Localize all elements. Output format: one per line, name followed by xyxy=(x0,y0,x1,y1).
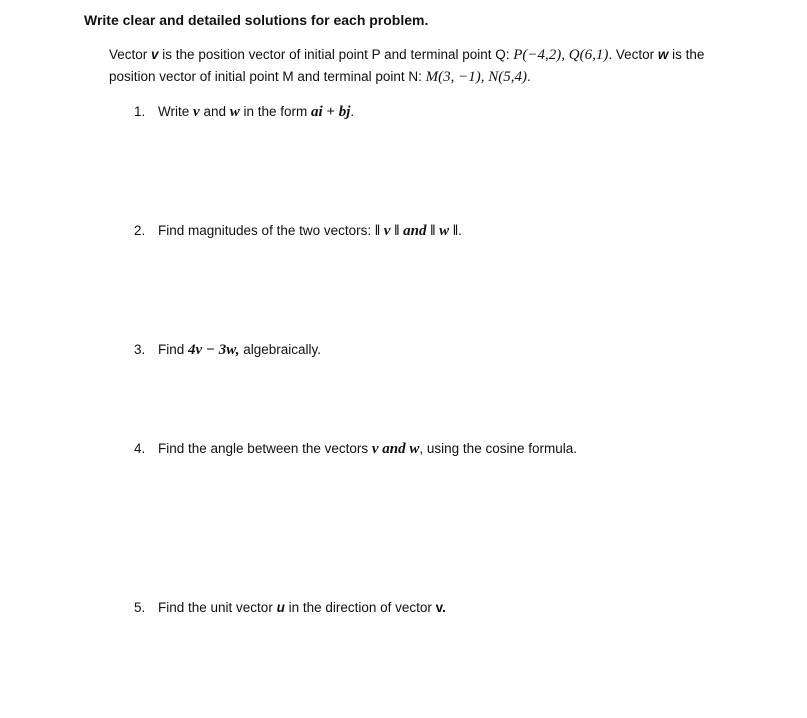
problem-text: . xyxy=(458,223,462,238)
problem-text: . xyxy=(350,104,355,119)
problem-math: 4v − 3w, xyxy=(188,342,240,358)
problem-number: 4. xyxy=(134,441,146,456)
intro-text-2: is the position vector of initial point P and terminal point Q: xyxy=(158,47,514,62)
problem-vector-w: w xyxy=(229,104,240,120)
problem-intro xyxy=(109,44,749,88)
problem-text: algebraically. xyxy=(239,342,322,357)
problem-1 xyxy=(134,104,354,121)
problem-text: Find the angle between the vectors xyxy=(158,441,372,456)
intro-text-1: Vector xyxy=(109,47,152,62)
intro-text-3: . Vector xyxy=(608,47,658,62)
problem-vector-v: v. xyxy=(435,600,446,615)
intro-vector-w: w xyxy=(657,47,669,62)
problem-vector-v: v xyxy=(193,104,200,120)
problem-math: v and w xyxy=(371,441,420,457)
problem-text: and xyxy=(199,104,230,119)
intro-text-4: is the position vector of initial point M and terminal point N: xyxy=(109,47,705,84)
problem-text: in the form xyxy=(239,104,312,119)
problem-number: 5. xyxy=(134,600,146,615)
problem-text: Find magnitudes of the two vectors: xyxy=(158,223,375,238)
problem-5 xyxy=(134,600,446,615)
problem-text: in the direction of vector xyxy=(284,600,436,615)
instructions-heading: Write clear and detailed solutions for each problem. xyxy=(84,12,429,28)
problem-number: 1. xyxy=(134,104,146,119)
intro-points-mn: M(3, −1), N(5,4) xyxy=(425,69,528,85)
intro-points-pq: P(−4,2), Q(6,1) xyxy=(513,47,609,63)
problem-number: 2. xyxy=(134,223,146,238)
problem-vector-u: u xyxy=(276,600,285,615)
problem-text: Find the unit vector xyxy=(158,600,277,615)
intro-text-5: . xyxy=(527,69,531,84)
problem-math: ai + bj xyxy=(311,104,351,120)
problem-2 xyxy=(134,223,462,240)
problem-text: Write xyxy=(158,104,194,119)
intro-vector-v: v xyxy=(151,47,159,62)
problem-3 xyxy=(134,342,321,359)
problem-text: Find xyxy=(158,342,189,357)
problem-number: 3. xyxy=(134,342,146,357)
problem-text: , using the cosine formula. xyxy=(419,441,577,456)
problem-math: ‖ v ‖ and ‖ w ‖ xyxy=(374,223,459,239)
problem-4 xyxy=(134,441,577,458)
